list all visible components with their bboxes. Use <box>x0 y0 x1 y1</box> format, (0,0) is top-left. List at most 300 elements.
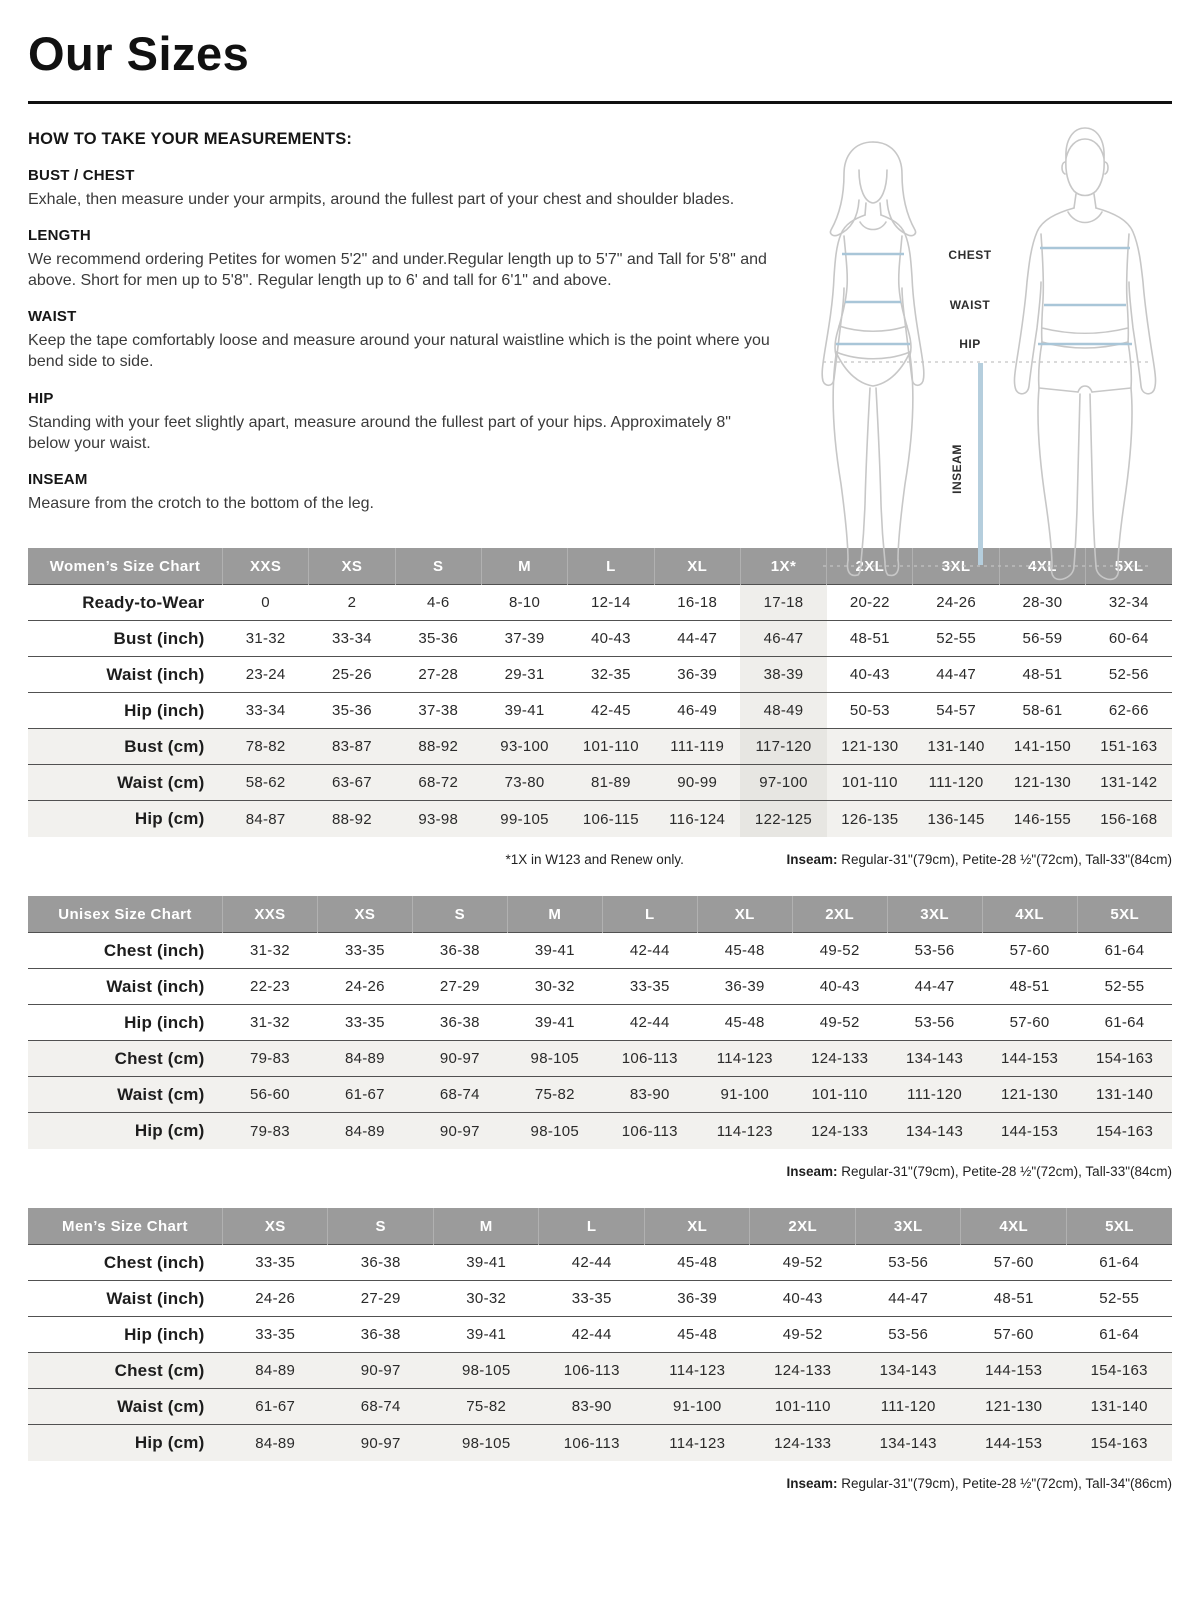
size-cell: 114-123 <box>716 1050 773 1068</box>
table-row <box>28 1005 1172 1041</box>
page-title: Our Sizes <box>28 27 250 80</box>
size-cell: 91-100 <box>720 1086 769 1104</box>
size-cell: 84-87 <box>245 810 286 828</box>
section-text: We recommend ordering Petites for women 5'2" and under.Regular length up to 5'7" and Tall for 5'8" and above. Short for men up to 5'8". Regular length up to 6' and tall for 6'1" and above. <box>28 251 767 290</box>
size-cell: 101-110 <box>774 1398 831 1416</box>
size-cell: 29-31 <box>504 666 545 684</box>
size-cell: 53-56 <box>888 1326 929 1344</box>
size-cell: 39-41 <box>466 1254 507 1272</box>
size-cell: 24-26 <box>936 594 977 612</box>
size-cell: 90-99 <box>677 774 718 792</box>
size-cell: 111-120 <box>907 1086 963 1104</box>
size-cell: 121-130 <box>1000 1086 1059 1104</box>
size-cell: 52-55 <box>1104 978 1145 996</box>
size-cell: 57-60 <box>993 1326 1034 1344</box>
size-cell: 0 <box>261 594 270 612</box>
row-label: Waist (inch) <box>106 1288 205 1308</box>
size-cell: 48-51 <box>849 630 890 648</box>
size-cell: 33-34 <box>332 630 372 648</box>
table-footnote <box>28 852 1172 872</box>
footnote-asterisk-note: *1X in W123 and Renew only. <box>505 851 684 867</box>
chest-label: CHEST <box>948 248 992 262</box>
row-label: Chest (cm) <box>114 1360 205 1380</box>
table-row <box>28 657 1172 693</box>
section-text: Keep the tape comfortably loose and measure around your natural waistline which is the point where you bend side to side. <box>28 332 770 371</box>
size-cell: 75-82 <box>466 1398 507 1416</box>
table-row <box>28 933 1172 969</box>
size-cell: 44-47 <box>936 666 977 684</box>
column-header: 4XL <box>982 896 1077 933</box>
size-cell: 46-49 <box>677 702 718 720</box>
size-cell: 27-29 <box>439 978 480 996</box>
size-cell: 134-143 <box>879 1362 937 1380</box>
size-cell: 154-163 <box>1095 1122 1154 1140</box>
size-cell: 144-153 <box>985 1362 1043 1380</box>
size-cell: 36-38 <box>360 1254 401 1272</box>
row-label: Hip (cm) <box>134 809 205 829</box>
size-cell: 48-51 <box>993 1290 1034 1308</box>
column-header: L <box>602 896 697 933</box>
section-hip <box>28 390 776 454</box>
size-cell: 117-120 <box>740 729 826 765</box>
waist-label: WAIST <box>949 298 991 312</box>
row-label: Ready-to-Wear <box>82 592 205 612</box>
column-header: S <box>328 1208 434 1245</box>
section-length <box>28 227 776 291</box>
size-cell: 42-44 <box>571 1254 612 1272</box>
size-cell: 45-48 <box>677 1326 718 1344</box>
row-label: Chest (inch) <box>103 940 205 960</box>
size-cell: 124-133 <box>811 1122 869 1140</box>
size-cell: 33-35 <box>255 1326 296 1344</box>
table-row <box>28 1353 1172 1389</box>
size-cell: 39-41 <box>466 1326 507 1344</box>
section-label: HIP <box>28 389 54 407</box>
size-cell: 121-130 <box>1013 774 1072 792</box>
size-cell: 83-90 <box>629 1086 670 1104</box>
size-cell: 4-6 <box>426 594 450 612</box>
section-label: LENGTH <box>28 227 91 245</box>
size-cell: 98-105 <box>530 1122 580 1140</box>
size-cell: 61-64 <box>1104 1014 1145 1032</box>
size-cell: 124-133 <box>811 1050 869 1068</box>
table-footnote <box>28 1476 1172 1496</box>
table-row <box>28 1317 1172 1353</box>
size-cell: 8-10 <box>508 594 541 612</box>
size-cell: 36-38 <box>439 1014 480 1032</box>
row-label: Waist (cm) <box>117 772 205 792</box>
size-cell: 126-135 <box>841 810 899 828</box>
column-header: XS <box>222 1208 328 1245</box>
mens-size-chart-table <box>28 1208 1172 1461</box>
howto-heading: HOW TO TAKE YOUR MEASUREMENTS: <box>28 130 353 148</box>
size-cell: 12-14 <box>590 594 631 612</box>
size-cell: 33-35 <box>629 978 670 996</box>
size-cell: 131-140 <box>927 738 985 756</box>
section-label: WAIST <box>28 308 77 326</box>
size-cell: 144-153 <box>1000 1122 1059 1140</box>
size-cell: 33-35 <box>255 1254 296 1272</box>
table-row <box>28 1113 1172 1149</box>
size-cell: 36-38 <box>360 1326 401 1344</box>
size-cell: 44-47 <box>914 978 955 996</box>
table-row <box>28 729 1172 765</box>
table-row <box>28 1425 1172 1461</box>
section-label: BUST / CHEST <box>28 167 135 184</box>
size-cell: 121-130 <box>841 738 899 756</box>
size-cell: 42-44 <box>571 1326 612 1344</box>
size-cell: 40-43 <box>590 630 631 648</box>
size-cell: 93-98 <box>418 810 459 828</box>
table-row <box>28 1077 1172 1113</box>
size-cell: 111-120 <box>880 1398 936 1416</box>
man-figure <box>1014 128 1155 579</box>
body-figures-illustration <box>778 112 1178 592</box>
size-cell: 88-92 <box>332 810 372 828</box>
hip-label: HIP <box>959 337 981 351</box>
size-cell: 98-105 <box>461 1434 511 1452</box>
size-cell: 83-87 <box>332 738 372 756</box>
size-cell: 101-110 <box>582 738 639 756</box>
inseam-note-label: Inseam: <box>786 851 838 867</box>
table-footnote <box>28 1164 1172 1184</box>
size-cell: 37-39 <box>504 630 545 648</box>
size-cell: 31-32 <box>250 1014 290 1032</box>
size-cell: 146-155 <box>1013 810 1072 828</box>
row-label: Waist (cm) <box>117 1396 205 1416</box>
column-header: S <box>395 548 481 585</box>
size-cell: 54-57 <box>936 702 977 720</box>
column-header: 4XL <box>999 548 1085 585</box>
size-cell: 144-153 <box>985 1434 1043 1452</box>
table-row <box>28 801 1172 837</box>
size-cell: 35-36 <box>418 630 459 648</box>
size-cell: 2 <box>347 594 357 612</box>
column-header: L <box>568 548 654 585</box>
unisex-size-chart <box>28 896 1172 1184</box>
size-cell: 63-67 <box>332 774 372 792</box>
row-label: Waist (inch) <box>106 664 205 684</box>
measurement-lines <box>836 248 1132 565</box>
table-row <box>28 1389 1172 1425</box>
size-cell: 134-143 <box>879 1434 937 1452</box>
size-cell: 62-66 <box>1108 702 1149 720</box>
title-divider <box>28 101 1172 104</box>
size-cell: 61-67 <box>344 1086 385 1104</box>
size-cell: 48-51 <box>1009 978 1050 996</box>
size-cell: 131-140 <box>1095 1086 1154 1104</box>
size-cell: 136-145 <box>927 810 985 828</box>
size-cell: 27-28 <box>418 666 459 684</box>
unisex-size-chart-table <box>28 896 1172 1149</box>
size-cell: 97-100 <box>740 765 826 801</box>
size-cell: 90-97 <box>360 1434 401 1452</box>
size-cell: 28-30 <box>1022 594 1063 612</box>
size-cell: 36-38 <box>439 942 480 960</box>
size-cell: 57-60 <box>1009 942 1050 960</box>
size-cell: 58-62 <box>245 774 286 792</box>
measurement-instructions <box>28 130 776 514</box>
size-cell: 121-130 <box>985 1398 1043 1416</box>
column-header: XS <box>309 548 395 585</box>
size-cell: 131-142 <box>1100 774 1158 792</box>
size-cell: 44-47 <box>677 630 718 648</box>
size-cell: 40-43 <box>849 666 890 684</box>
size-cell: 98-105 <box>461 1362 511 1380</box>
size-cell: 75-82 <box>534 1086 575 1104</box>
table-row <box>28 1281 1172 1317</box>
size-cell: 106-115 <box>582 810 639 828</box>
size-cell: 106-113 <box>563 1434 620 1452</box>
column-header: M <box>507 896 602 933</box>
section-label: INSEAM <box>28 470 88 488</box>
size-cell: 88-92 <box>418 738 459 756</box>
size-cell: 32-34 <box>1108 594 1149 612</box>
table-title: Men’s Size Chart <box>62 1217 188 1235</box>
size-cell: 20-22 <box>849 594 890 612</box>
row-label: Hip (cm) <box>134 1433 205 1453</box>
column-header: XS <box>317 896 412 933</box>
size-cell: 31-32 <box>245 630 286 648</box>
size-cell: 45-48 <box>724 1014 765 1032</box>
column-header: M <box>481 548 567 585</box>
column-header: 3XL <box>887 896 982 933</box>
column-header: 5XL <box>1086 548 1172 585</box>
column-header: 1X* <box>740 548 826 585</box>
size-cell: 30-32 <box>466 1290 507 1308</box>
size-cell: 57-60 <box>1009 1014 1050 1032</box>
size-cell: 52-56 <box>1108 666 1149 684</box>
inseam-bar <box>978 363 983 565</box>
size-cell: 45-48 <box>724 942 765 960</box>
size-cell: 24-26 <box>255 1290 296 1308</box>
size-cell: 98-105 <box>530 1050 580 1068</box>
size-cell: 141-150 <box>1013 738 1072 756</box>
column-header: 3XL <box>913 548 999 585</box>
measurement-diagram <box>778 112 1178 592</box>
column-header: 4XL <box>961 1208 1067 1245</box>
row-label: Bust (inch) <box>113 628 205 648</box>
size-cell: 99-105 <box>500 810 549 828</box>
size-cell: 134-143 <box>906 1122 964 1140</box>
size-cell: 33-35 <box>344 1014 385 1032</box>
size-cell: 33-35 <box>571 1290 612 1308</box>
table-row <box>28 621 1172 657</box>
size-cell: 106-113 <box>621 1050 678 1068</box>
row-label: Waist (cm) <box>117 1084 205 1104</box>
table-title: Women’s Size Chart <box>49 557 201 575</box>
size-cell: 56-60 <box>250 1086 290 1104</box>
size-cell: 111-120 <box>928 774 984 792</box>
column-header: 5XL <box>1077 896 1172 933</box>
size-cell: 56-59 <box>1022 630 1063 648</box>
size-cell: 91-100 <box>672 1398 722 1416</box>
size-cell: 68-74 <box>360 1398 401 1416</box>
size-cell: 53-56 <box>888 1254 929 1272</box>
size-cell: 90-97 <box>360 1362 401 1380</box>
size-cell: 22-23 <box>250 978 290 996</box>
size-cell: 36-39 <box>724 978 765 996</box>
size-cell: 33-34 <box>245 702 286 720</box>
size-cell: 49-52 <box>819 942 860 960</box>
size-cell: 116-124 <box>669 810 726 828</box>
size-cell: 23-24 <box>245 666 286 684</box>
size-cell: 60-64 <box>1108 630 1149 648</box>
size-cell: 124-133 <box>774 1362 832 1380</box>
size-cell: 84-89 <box>255 1362 296 1380</box>
size-cell: 114-123 <box>716 1122 773 1140</box>
size-cell: 25-26 <box>332 666 372 684</box>
size-cell: 39-41 <box>504 702 545 720</box>
size-cell: 134-143 <box>906 1050 964 1068</box>
size-cell: 49-52 <box>819 1014 860 1032</box>
size-cell: 36-39 <box>677 1290 718 1308</box>
row-label: Bust (cm) <box>124 736 205 756</box>
size-cell: 17-18 <box>740 585 826 621</box>
size-cell: 57-60 <box>993 1254 1034 1272</box>
row-label: Chest (cm) <box>114 1048 205 1068</box>
section-text: Measure from the crotch to the bottom of the leg. <box>28 494 374 512</box>
size-cell: 48-51 <box>1022 666 1063 684</box>
size-cell: 131-140 <box>1090 1398 1148 1416</box>
size-cell: 68-72 <box>418 774 459 792</box>
column-header: M <box>433 1208 539 1245</box>
size-cell: 106-113 <box>563 1362 620 1380</box>
inseam-note: Inseam: Regular-31"(79cm), Petite-28 ½"(72cm), Tall-34"(86cm) <box>786 1475 1172 1491</box>
size-cell: 154-163 <box>1090 1362 1148 1380</box>
size-cell: 36-39 <box>677 666 718 684</box>
row-label: Hip (cm) <box>134 1121 205 1141</box>
womens-size-chart <box>28 548 1172 872</box>
size-cell: 33-35 <box>344 942 385 960</box>
section-text: Standing with your feet slightly apart, measure around the fullest part of your hips. Approximately 8" below your waist. <box>28 413 731 452</box>
size-cell: 42-45 <box>590 702 631 720</box>
inseam-note: Inseam: Regular-31"(79cm), Petite-28 ½"(72cm), Tall-33"(84cm) <box>786 851 1172 867</box>
size-cell: 73-80 <box>504 774 545 792</box>
size-cell: 39-41 <box>534 1014 575 1032</box>
size-cell: 156-168 <box>1100 810 1158 828</box>
column-header: 3XL <box>855 1208 961 1245</box>
size-cell: 101-110 <box>841 774 898 792</box>
table-row <box>28 765 1172 801</box>
column-header: 2XL <box>827 548 913 585</box>
size-cell: 81-89 <box>590 774 631 792</box>
size-cell: 114-123 <box>669 1362 726 1380</box>
size-cell: 124-133 <box>774 1434 832 1452</box>
size-cell: 154-163 <box>1095 1050 1154 1068</box>
size-cell: 42-44 <box>629 942 670 960</box>
section-text: Exhale, then measure under your armpits, around the fullest part of your chest and shoulder blades. <box>28 191 735 208</box>
size-cell: 84-89 <box>344 1050 385 1068</box>
size-cell: 46-47 <box>740 621 826 657</box>
size-cell: 61-67 <box>255 1398 296 1416</box>
size-cell: 27-29 <box>360 1290 401 1308</box>
size-cell: 49-52 <box>782 1326 823 1344</box>
size-cell: 154-163 <box>1090 1434 1148 1452</box>
size-cell: 78-82 <box>245 738 286 756</box>
size-cell: 84-89 <box>255 1434 296 1452</box>
size-cell: 90-97 <box>439 1050 480 1068</box>
section-inseam <box>28 471 776 514</box>
row-label: Hip (inch) <box>124 700 205 720</box>
row-label: Hip (inch) <box>124 1324 205 1344</box>
size-cell: 58-61 <box>1022 702 1063 720</box>
column-header: XL <box>654 548 740 585</box>
size-cell: 52-55 <box>1099 1290 1140 1308</box>
table-row <box>28 1041 1172 1077</box>
size-cell: 114-123 <box>669 1434 726 1452</box>
size-cell: 38-39 <box>740 657 826 693</box>
section-bust-chest <box>28 167 776 210</box>
size-cell: 61-64 <box>1104 942 1145 960</box>
column-header: S <box>412 896 507 933</box>
size-cell: 101-110 <box>811 1086 868 1104</box>
column-header: L <box>539 1208 645 1245</box>
size-cell: 40-43 <box>782 1290 823 1308</box>
woman-figure <box>822 142 924 575</box>
size-cell: 24-26 <box>344 978 385 996</box>
size-cell: 35-36 <box>332 702 372 720</box>
size-cell: 49-52 <box>782 1254 823 1272</box>
size-cell: 144-153 <box>1000 1050 1059 1068</box>
table-row <box>28 693 1172 729</box>
column-header: XL <box>697 896 792 933</box>
size-cell: 50-53 <box>849 702 890 720</box>
size-cell: 42-44 <box>629 1014 670 1032</box>
size-cell: 79-83 <box>250 1122 290 1140</box>
table-row <box>28 969 1172 1005</box>
size-cell: 31-32 <box>250 942 290 960</box>
size-cell: 48-49 <box>740 693 826 729</box>
size-cell: 53-56 <box>914 1014 955 1032</box>
mens-size-chart <box>28 1208 1172 1496</box>
size-cell: 30-32 <box>534 978 575 996</box>
inseam-note-label: Inseam: <box>786 1163 838 1179</box>
inseam-note-label: Inseam: <box>786 1475 838 1491</box>
column-header: 5XL <box>1066 1208 1172 1245</box>
size-cell: 32-35 <box>590 666 631 684</box>
row-label: Hip (inch) <box>124 1012 205 1032</box>
size-cell: 53-56 <box>914 942 955 960</box>
size-cell: 61-64 <box>1099 1326 1140 1344</box>
size-cell: 93-100 <box>500 738 549 756</box>
size-cell: 111-119 <box>670 738 725 756</box>
size-cell: 44-47 <box>888 1290 929 1308</box>
size-cell: 106-113 <box>621 1122 678 1140</box>
size-cell: 61-64 <box>1099 1254 1140 1272</box>
size-cell: 90-97 <box>439 1122 480 1140</box>
size-cell: 79-83 <box>250 1050 290 1068</box>
size-cell: 83-90 <box>571 1398 612 1416</box>
column-header: XXS <box>222 548 308 585</box>
size-cell: 151-163 <box>1100 738 1158 756</box>
size-cell: 45-48 <box>677 1254 718 1272</box>
size-cell: 68-74 <box>439 1086 480 1104</box>
size-cell: 52-55 <box>936 630 977 648</box>
column-header: XL <box>644 1208 750 1245</box>
size-cell: 122-125 <box>740 801 826 837</box>
size-tables <box>28 548 1172 1496</box>
size-cell: 39-41 <box>534 942 575 960</box>
size-cell: 16-18 <box>677 594 718 612</box>
row-label: Waist (inch) <box>106 976 205 996</box>
section-waist <box>28 308 776 372</box>
inseam-note: Inseam: Regular-31"(79cm), Petite-28 ½"(72cm), Tall-33"(84cm) <box>786 1163 1172 1179</box>
size-cell: 40-43 <box>819 978 860 996</box>
table-row <box>28 1245 1172 1281</box>
size-cell: 37-38 <box>418 702 459 720</box>
inseam-label: INSEAM <box>950 444 964 494</box>
